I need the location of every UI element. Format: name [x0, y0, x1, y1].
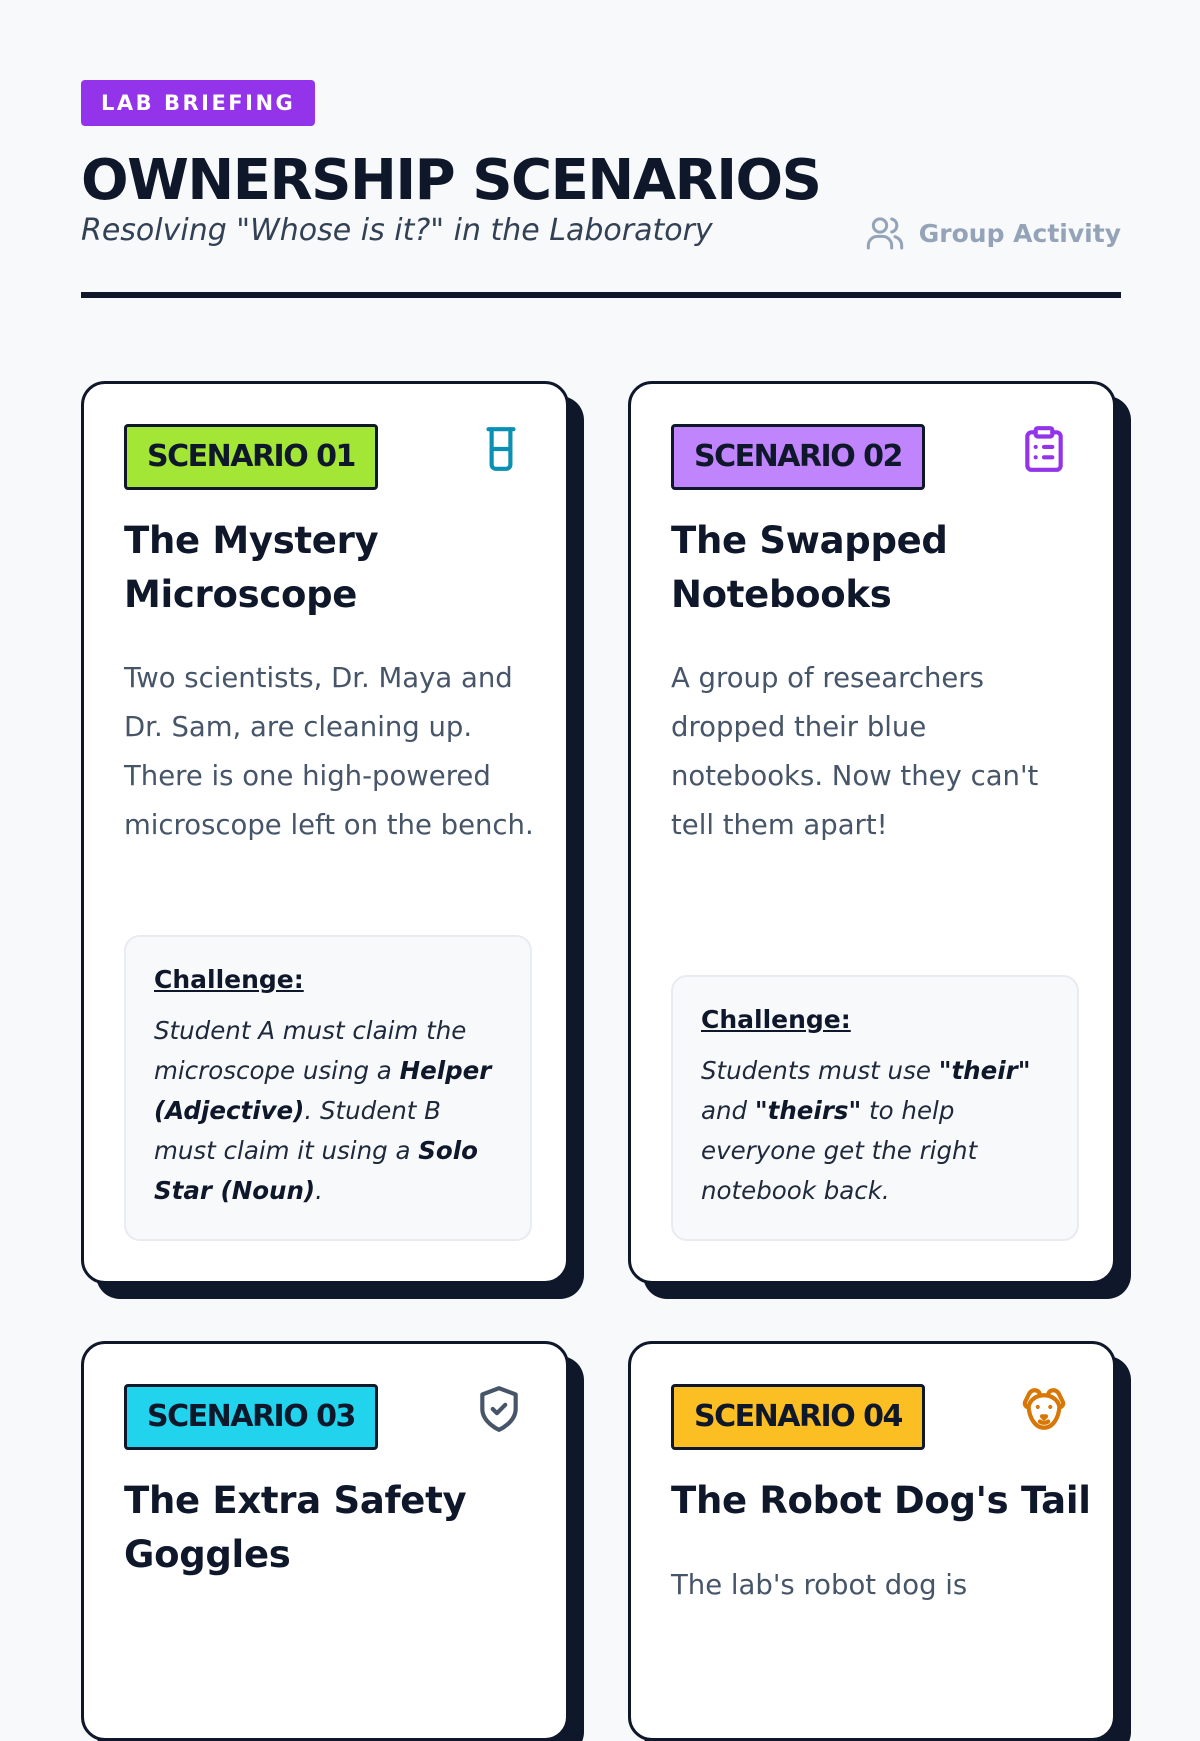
scenario-badge: SCENARIO 04 — [671, 1384, 925, 1450]
challenge-label: Challenge: — [701, 1005, 851, 1034]
users-icon — [865, 213, 905, 253]
scenario-description: Two scientists, Dr. Maya and Dr. Sam, are cleaning up. There is one high-powered microscope left on the bench. — [124, 662, 534, 841]
clipboard-list-icon — [1019, 424, 1069, 474]
scenario-title: The Extra Safety Goggles — [124, 1479, 467, 1576]
scenario-description: A group of researchers dropped their blue notebooks. Now they can't tell them apart! — [671, 662, 1039, 841]
scenario-badge: SCENARIO 01 — [124, 424, 378, 490]
scenario-card-01 — [81, 381, 569, 1284]
challenge-box — [124, 935, 532, 1241]
scenario-card-04 — [628, 1341, 1116, 1741]
shield-check-icon — [474, 1384, 524, 1434]
challenge-text: Students must use "their" and "theirs" to help everyone get the right notebook back. — [701, 1056, 1031, 1205]
scenario-badge: SCENARIO 02 — [671, 424, 925, 490]
group-activity-label: Group Activity — [918, 218, 1121, 248]
scenario-badge: SCENARIO 03 — [124, 1384, 378, 1450]
group-activity — [865, 213, 1121, 253]
scenario-title: The Swapped Notebooks — [671, 519, 948, 616]
challenge-text: Student A must claim the microscope using a Helper (Adjective). Student B must claim it using a Solo Star (Noun). — [154, 1016, 492, 1205]
challenge-label: Challenge: — [154, 965, 304, 994]
page-header — [81, 80, 1121, 248]
page-title: OWNERSHIP SCENARIOS — [81, 148, 821, 213]
scenario-description: The lab's robot dog is — [671, 1569, 968, 1601]
scenario-title: The Robot Dog's Tail — [671, 1479, 1091, 1522]
scenario-card-03 — [81, 1341, 569, 1741]
lab-briefing-tag: LAB BRIEFING — [81, 80, 315, 126]
scenario-card-02 — [628, 381, 1116, 1284]
beaker-icon — [476, 424, 526, 474]
challenge-box — [671, 975, 1079, 1241]
header-divider — [81, 292, 1121, 298]
page-subtitle: Resolving "Whose is it?" in the Laboratory — [81, 213, 713, 248]
dog-icon — [1019, 1384, 1069, 1434]
scenario-title: The Mystery Microscope — [124, 519, 379, 616]
